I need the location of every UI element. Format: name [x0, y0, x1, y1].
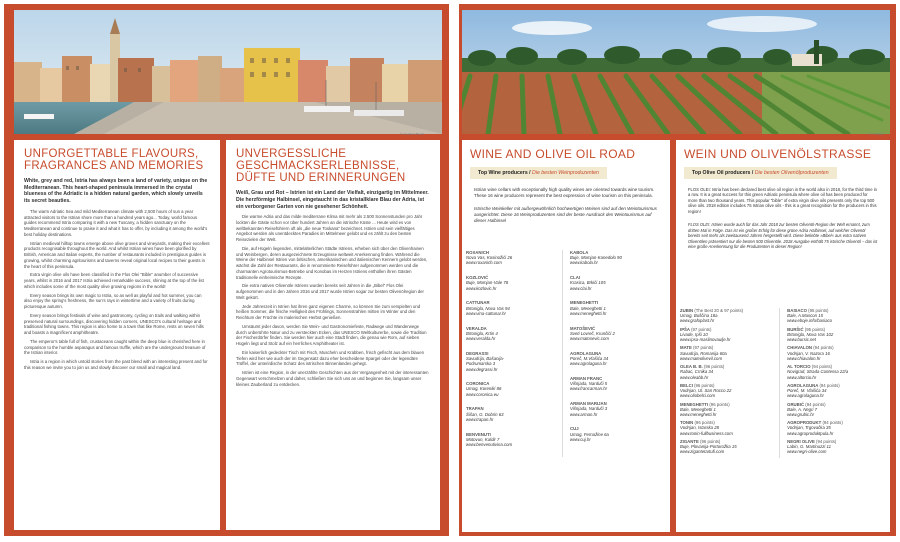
photo-credit-left: © Jonathan Beerli — [400, 132, 424, 136]
producer-entry — [466, 432, 562, 448]
producer-address: Vodnjan, Ul. San Rocco 22 — [680, 388, 732, 394]
producer-points: (97 points) — [693, 345, 714, 351]
wine-producers-right — [570, 250, 666, 452]
producer-entry — [787, 364, 886, 380]
wine-producers-left — [466, 250, 563, 457]
producer-entry — [570, 250, 666, 266]
producer-name-text: ARMAN MARIJAN — [570, 401, 607, 407]
producer-address: Sveti Lovreč, Krunčići 2 — [570, 330, 615, 336]
producer-address: Savudrija, Bašanija- — [466, 356, 505, 362]
producer-points: (96 points) — [694, 382, 715, 388]
producer-points: (94 points) — [813, 345, 834, 351]
producer-name-text: AGROLAGUNA — [787, 382, 819, 388]
olive-intro-german: FLOS OLEI: Istrien wurde auch für das Jahr 2018 zur besten Olivenöl-Region der Welt ernannt, zum dritten Mal in Folge. Das ist ein großer Erfolg für diese grüne Adria Halbinsel, auf welcher Olivenöl bereits seit mehr als zweitausend Jahren hergestellt wird. Diese beliebte »Bibel« aus extra nativen Olivenölen präsentiert nur die besten 500 Olivenöle. 2018 Ausgabe enthält 75 istrische Olivenöl – das ist eine große Anerkennung für die Produzenten in dieser Region! — [688, 222, 878, 249]
producer-website-link[interactable]: www.francarman.hr — [570, 386, 608, 392]
producer-points: (96 points) — [694, 420, 715, 426]
producer-address: Novigrad, Strada Contessa 22/a — [787, 369, 849, 375]
producer-website-link[interactable]: www.roxanich.com — [466, 260, 502, 266]
producer-points: (94 points) — [811, 364, 833, 370]
producer-name-text: IPŠA — [680, 326, 690, 332]
english-paragraph: The warm Adriatic Sea and mild Mediterranean climate with 2,500 hours of sun a year attracted visitors to the Istrian shore more than a hundred years ago... Today, world famous guides recommend Istria comparing it with a new Tuscany, a hidden sanctuary on the Mediterranean and continue to praise it and what it has to offer, by including it among the world's best holiday destinations. — [24, 208, 208, 237]
producer-website-link[interactable]: www.grubic.hr — [787, 411, 815, 417]
producer-points: (96 points) — [709, 401, 730, 407]
producer-address: Višnjada, Narduči 3 — [570, 406, 608, 412]
german-paragraph: Die, auf Hügeln liegenden, mittelalterlichen Städte Istriens, erheben sich über den Olivenhainen und Weinbergen, deren ausgezeichnete Erzeugnisse weltweit Anerkennung finden. Während die Weine der Halbinsel Istrien von britischen, amerikanischen und italienischen Kennern gelobt werden, wächst die Zahl der Restaurants, die in renommierte Reiseführer aufgenommen werden und die charmanten Agrotourismus-Betriebe und Konobas im Herzen Istriens enthüllen ihren Gästen traditionelle einheimische Rezepte. — [236, 245, 428, 280]
olive-producers-right — [787, 308, 886, 458]
producer-website-link[interactable]: www.cuj.hr — [570, 436, 591, 442]
german-paragraph: Ein kaiserlich gedeckter Tisch mit Fisch, Muscheln und Krabben, frisch gefischt aus dem blauen Tiefen wird hier wie auch der im Gegensatz dazu eher bescheidene Spargel oder der legendäre Trüffel, der unterirdische Schatz des istrischen Binnenlandes gehegt. — [236, 349, 424, 367]
producer-address: Umag, Fernažine 6a — [570, 431, 609, 437]
english-lead: White, grey and red, Istria has always been a land of variety, unique on the Mediterranean. This heart-shaped peninsula immersed in the crystal blueness of the Adriatic is a hidden natural garden, which slowly unveils its secret beauties. — [24, 178, 208, 205]
producer-name-text: MATOŠEVIĆ — [570, 325, 596, 331]
producer-points: (96 points) — [703, 364, 725, 370]
producer-points: (94 points) — [819, 382, 840, 388]
producer-website-link[interactable]: www.coronica.eu — [466, 391, 499, 397]
producer-website-link[interactable]: www.zigantetartufi.com — [680, 449, 725, 455]
producer-name-text: VERALDA — [466, 325, 487, 331]
english-paragraph: Every season brings festivals of wine and gastronomy, cycling on trails and walking within preserved natural surroundings, discovering hidden corners, UNESCO's cultural heritage and traditional fishing towns. This region is also home to a town that like Rome, rests on seven hills and boasts a magnificent amphitheatre. — [24, 312, 204, 335]
producer-entry — [570, 426, 666, 442]
producer-entry — [787, 439, 886, 455]
producer-points: (94 points) — [822, 420, 843, 426]
german-paragraph: Die extra nativen Olivenöle Istriens wurden bereits seit Jahren in die „Bibel" Flos Olei aufgenommen und in den Jahren 2016 und 2017 wurde Istrien sogar zur besten Olivenölregion der Welt gekürt. — [236, 283, 424, 300]
producer-entry — [466, 406, 562, 422]
producer-website-link[interactable]: www.eboje.info/basiaco — [787, 318, 833, 324]
producer-website-link[interactable]: www.ipsa-maslinovaulje.hr — [680, 337, 731, 343]
producer-entry — [787, 383, 886, 399]
producer-points: (The Best 20 & 97 points) — [694, 308, 744, 313]
wine-intro-english: Istrian wine cellars with exceptionally high quality wines are oriented towards wine tourism. These 16 wine producers represent the best expression of wine tourism on this peninsula. — [474, 186, 655, 198]
producer-name-text: MENEGHETTI — [680, 401, 709, 407]
producer-entry — [680, 327, 779, 343]
olive-producer-directory — [680, 308, 886, 524]
producer-address: Buje, Momjan-Kanedolo 90 — [570, 255, 622, 261]
producer-address: Savudrija, Romanija 60a — [680, 350, 727, 356]
producer-address: Poreč, M. Vlašića 34 — [787, 388, 827, 394]
producer-entry — [570, 351, 666, 367]
german-paragraph: Istrien ist eine Region, in der unerzählte Geschichten aus der Vergangenheit mit der interessanten Gegenwart verschmelzen und daher, schließen Sie sich uns an und beginnen Sie, langsam unser kleines Zauberland zu entdecken. — [236, 370, 429, 387]
wine-producer-directory — [466, 250, 666, 524]
photo-credit-right: © U. Tabela — [868, 132, 884, 136]
producer-address: Vodnjan, Istarska 28 — [680, 425, 720, 431]
producer-address: Bale, Meneghetti 1 — [680, 406, 716, 412]
producer-address: Bale, Meneghetti 1 — [570, 305, 606, 311]
olive-oil-column — [676, 140, 890, 532]
producer-name-text: CLAI — [570, 275, 581, 281]
producer-points: (95 points) — [808, 308, 829, 313]
wine-road-title: WINE AND OLIVE OIL ROAD — [470, 147, 636, 161]
producer-entry — [466, 275, 562, 291]
producer-address: Krasica, Brkići 105 — [570, 280, 606, 286]
producer-name-text: TRAPAN — [466, 406, 484, 412]
producer-name-text: MENEGHETTI — [570, 300, 599, 306]
producer-entry — [680, 345, 779, 361]
producer-name-text: BURŠIĆ — [787, 326, 804, 332]
german-paragraph: Umsäumt jeder davon, werden Sie Wein- und Gastronomiefeste, Radwege und Wanderwege durch unberührte Natur und zu versteckten Ecken, das UNESCO Weltkulturerbe, sowie die Tradition der Fischerdörfer finden. Sie werden hier auch eine Stadt finden, die genau wie Rom, auf sieben Hügeln liegt und Stolz auf ein herrliches Amphitheater ist. — [236, 323, 427, 347]
producer-website-link[interactable]: www.bursic.net — [787, 337, 817, 343]
english-intro-column — [14, 140, 220, 530]
english-paragraph: The emperor's table full of fish, crustaceans caught within the deep blue is cherished here in comparison to the humble asparagus and famous truffle, which are the underground treasure of the Istrian interior. — [24, 338, 206, 356]
producer-address: Livade, Ipši 10 — [680, 331, 708, 337]
producer-points: (97 points) — [691, 326, 712, 332]
producer-name-text: OLEA B. B. — [680, 364, 703, 370]
english-paragraph: Istrian medieval hilltop towns emerge above olive groves and vineyards, making their excellent products recognisable throughout the world. And whilst Istrian wines have been glorified by British, American and Italian experts, the number of restaurants included in prestigious guides is growing, whilst charming agritourisms and taverns reveal original local recipes to their guests in the heart of this peninsula. — [24, 240, 210, 269]
producer-website-link[interactable]: www.negri-olive.com — [787, 449, 827, 455]
olive-oil-road-title: WEIN UND OLIVENÖLSTRASSE — [684, 147, 872, 161]
producer-website-link[interactable]: www.clai.hr — [570, 285, 592, 291]
german-paragraph: Jede Jahreszeit in Istrien hat ihren ganz eigenen Charme, so können Sie zum verspielten und heißen Sommer, die frische Helligkeit des Frühlings, Sonnenstrahlen mitten im Winter und den Reichtum der Früchte im malerischen Herbst genießen. — [236, 303, 421, 321]
producer-website-link[interactable]: www.meneghetti.hr — [680, 411, 717, 417]
wine-producers-subhead: Top Wine producers / Die besten Weinproduzenten — [470, 167, 607, 179]
english-paragraph: Extra virgin olive oils have been classified in the Flos Olei "Bible" anumber of successive years, whilst in 2016 and 2017 Istria achieved remarkable success, shining at the top of the list which includes some of the most quality olive growing regions in the world! — [24, 272, 204, 289]
producer-address: Brtonigla, Krtin 4 — [466, 330, 498, 336]
english-title: UNFORGETTABLE FLAVOURS, FRAGRANCES AND MEMORIES — [24, 148, 204, 173]
producer-entry — [570, 275, 666, 291]
producer-address: Buje, Plovanija-Portorožka 15 — [680, 444, 737, 450]
producer-name-text: BENVENUTI — [466, 431, 491, 437]
producer-entry — [787, 402, 886, 418]
producer-entry — [680, 439, 779, 455]
producer-entry — [680, 402, 779, 418]
producer-website-link[interactable]: www.altorcio.hr — [787, 374, 817, 380]
producer-website-link[interactable]: www.agroproduktpula.hr — [787, 430, 834, 436]
producer-entry — [570, 300, 666, 316]
producer-address: Višnjada, Narduči 5 — [570, 381, 608, 387]
producer-name-text: AL TORCIO — [787, 364, 811, 370]
olive-intro-english: FLOS OLEI: Istria has been declared best olive oil region in the world also in 2018, for the third time in a row. It is a great success for this green Adriatic peninsula where olive oil has been produced for more than two thousand years. This popular "bible" of extra virgin olive oils presents only the top 500 olive oils. 2018 edition includes 75 Istrian olive oils - this is a great recognition for the producers in this region! — [688, 186, 878, 214]
producer-website-link[interactable]: www.kozlovic.hr — [466, 285, 497, 291]
producer-address: Šišan, G. Dobrin 63 — [466, 411, 504, 417]
producer-website-link[interactable]: www.kabola.hr — [570, 260, 598, 266]
producer-points: (95 points) — [804, 326, 826, 332]
producer-address: Poreč, M.Vlašića 34 — [570, 356, 609, 362]
english-paragraph: Every season brings its own magic to Istria, so as well as playful and hot summer, you can also enjoy the spring's freshness, the sun's rays in wintertime and a variety of fruits during picturesque autumn. — [24, 292, 202, 309]
producer-website-link[interactable]: www.vina-cattunar.hr — [466, 310, 506, 316]
producer-name-text: DEGRASSI — [466, 350, 489, 356]
producer-website-link[interactable]: www.agrolaguna.hr — [787, 393, 824, 399]
producer-address: Vodnjan, V. Nazora 16 — [787, 350, 830, 356]
producer-name-text: AGROPRODUKT — [787, 420, 822, 426]
german-title: UNVERGESSLICHE GESCHMACKSERLEBNISSE, DÜFTE UND ERINNERUNGEN — [236, 148, 406, 185]
producer-address: Rabac, Crnika 34 — [680, 369, 714, 375]
producer-name-text: NEGRI OLIVE — [787, 438, 815, 444]
wine-road-column — [462, 140, 670, 532]
producer-name-text: AGROLAGUNA — [570, 350, 602, 356]
vineyard-photo — [462, 10, 890, 134]
producer-entry — [466, 300, 562, 316]
producer-name-text: GRUBIĆ — [787, 401, 805, 407]
producer-address: Motovun, Kaldir 7 — [466, 436, 500, 442]
producer-entry — [680, 383, 779, 399]
wine-intro-german: Istrische Weinkeller mit außergewöhnlich hochwertigen Weinen sind auf den Weintourismus ausgerichtet. Diese 16 Weinproduzenten sind der beste Ausdruck des Weintourismus auf dieser Halbinsel — [474, 206, 657, 224]
english-paragraph: Istria is a region in which untold stories from the past blend with an interesting present and for this reason we invite you to join us and slowly discover our small and magical land. — [24, 359, 208, 370]
producer-address: Bale, A. Negri 7 — [787, 406, 818, 412]
producer-name-text: BELCI — [680, 382, 693, 388]
producer-address: Buje, Momjan-Vale 78 — [466, 280, 509, 286]
producer-website-link[interactable]: www.arman.hr — [570, 411, 598, 417]
producer-address: Labin, G. Martinuzzi 11 — [787, 444, 831, 450]
producer-address: Nova Vas, Kosinožići 26 — [466, 255, 513, 261]
producer-name-text: TONIN — [680, 420, 694, 426]
german-paragraph: Die warme Adria und das milde mediterrane Klima mit mehr als 2.500 Sonnenstunden pro Jahr lockten die Gäste schon vor über hundert Jahren an die istrische Küste ... Heute wird es von weltbekannten Reiseführern oft als „die neue Toskana" bezeichnet. Istrien und sein vielfältiges Angebot werden als unentdecktes Paradies im Mittelmeer gelobt und es zählt zu den besten Reisezielen der Welt. — [236, 214, 423, 243]
producer-entry — [466, 351, 562, 372]
producer-name-text: CATTUNAR — [466, 300, 490, 306]
producer-name-text: ROXANICH — [466, 250, 489, 255]
producer-name-text: ZIGANTE — [680, 438, 699, 444]
producer-website-link[interactable]: www.grafoplast.hr — [680, 318, 715, 324]
harbour-town-photo — [14, 10, 442, 134]
producer-entry — [570, 326, 666, 342]
german-lead: Weiß, Grau und Rot – Istrien ist ein Land der Vielfalt, einzigartig im Mittelmeer. Die herzförmige Halbinsel, eingetaucht in das kristallklare Blau der Adria, ist ein verborgener Garten von nie gesehener Schönheit. — [236, 190, 429, 210]
producer-name-text: CORONICA — [466, 381, 490, 387]
producer-points: (94 points) — [805, 401, 826, 407]
producer-website-link[interactable]: www.trapan.hr — [466, 416, 494, 422]
producer-address: Bale, A.Mascon 15 — [787, 313, 824, 319]
producer-name-text: KABOLA — [570, 250, 589, 255]
producer-name-text: KOZLOVIĆ — [466, 275, 489, 281]
producer-entry — [466, 381, 562, 397]
producer-website-link[interactable]: www.agrolaguna.hr — [570, 361, 607, 367]
producer-name-text: ZUBIN — [680, 308, 694, 313]
producer-name-text: CUJ — [570, 426, 579, 432]
producer-entry — [787, 345, 886, 361]
producer-entry — [570, 376, 666, 392]
producer-points: (96 points) — [700, 438, 721, 444]
olive-oil-producers-subhead: Top Olive Oil producers / Die besten Olivenölproduzenten — [684, 167, 837, 179]
producer-entry — [787, 420, 886, 436]
producer-entry — [787, 327, 886, 343]
producer-address: Brtonigla, Nova Vas 102 — [787, 331, 834, 337]
producer-website-link[interactable]: www.matosevic.com — [570, 336, 609, 342]
producer-website-link[interactable]: www.degrassi.hr — [466, 366, 498, 372]
producer-address: Podrumarska 3 — [466, 361, 496, 367]
producer-address: Umag, Koreniki 86 — [466, 386, 502, 392]
producer-website-link[interactable]: www.oleabb.hr — [680, 374, 709, 380]
producer-website-link[interactable]: www.chiavalon.hr — [787, 355, 821, 361]
producer-name-text: ARMAN FRANC — [570, 376, 603, 382]
producer-name-text: CHIAVALON — [787, 345, 813, 351]
producer-entry — [680, 364, 779, 380]
producer-points: (94 points) — [816, 438, 837, 444]
german-intro-column — [226, 140, 440, 530]
producer-address: Brtonigla, Nova Vas 94 — [466, 305, 510, 311]
producer-name-text: BASIACO — [787, 308, 807, 313]
producer-entry — [787, 308, 886, 324]
producer-entry — [680, 420, 779, 436]
producer-entry — [570, 401, 666, 417]
producer-website-link[interactable]: www.tonin-fullbusiness.com — [680, 430, 733, 436]
producer-address: Vodnjan, Trgovačka 35 — [787, 425, 831, 431]
producer-entry — [466, 250, 562, 266]
producer-entry — [466, 326, 562, 342]
producer-website-link[interactable]: www.mateolivevil.com — [680, 355, 723, 361]
producer-name-text: MATE — [680, 345, 692, 351]
producer-website-link[interactable]: www.meneghetti.hr — [570, 310, 607, 316]
producer-entry — [680, 308, 779, 324]
producer-address: Umag, Buščina 18a — [680, 313, 718, 319]
producer-website-link[interactable]: www.veralda.hr — [466, 336, 496, 342]
producer-website-link[interactable]: www.oliobelci.com — [680, 393, 716, 399]
olive-producers-left — [680, 308, 780, 458]
producer-website-link[interactable]: www.benvenutivina.com — [466, 442, 513, 448]
